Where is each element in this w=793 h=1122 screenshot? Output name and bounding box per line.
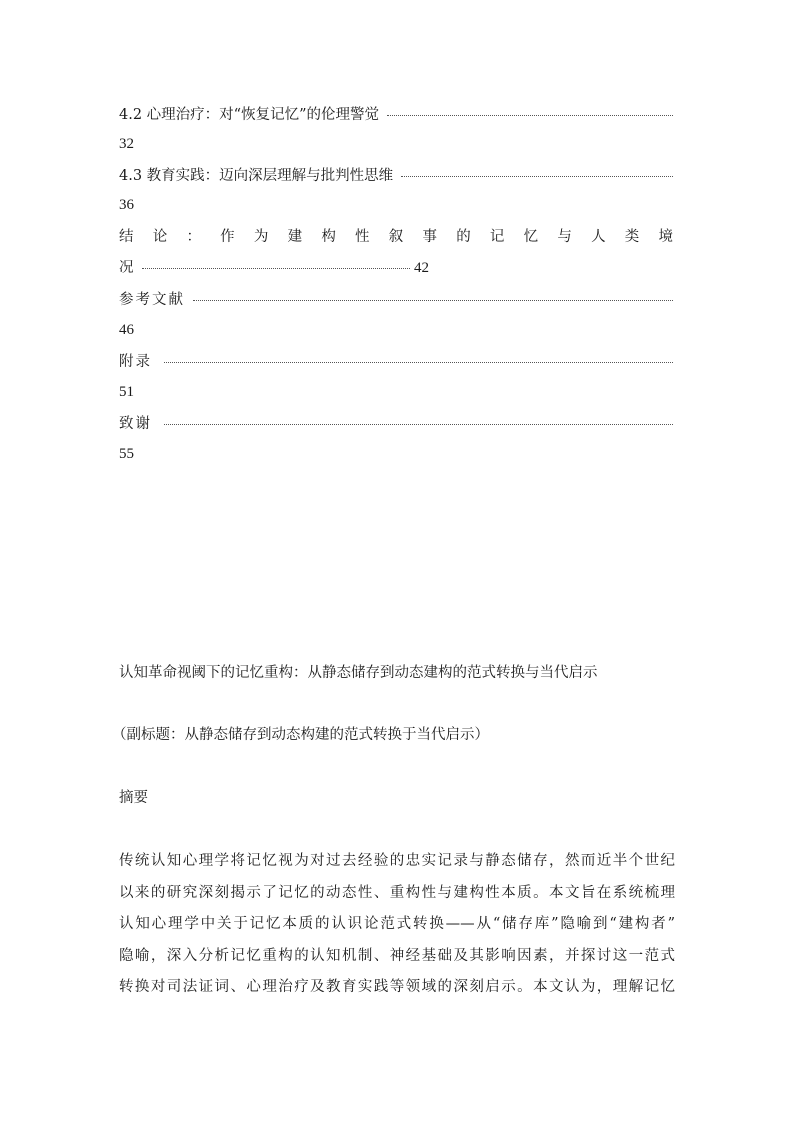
abstract-line: 隐喻，深入分析记忆重构的认知机制、神经基础及其影响因素，并探讨这一范式 <box>119 947 675 964</box>
toc-char: 叙 <box>388 229 404 245</box>
toc-entry-conclusion[interactable] <box>119 227 673 247</box>
toc-dot-leader <box>142 267 411 269</box>
toc-char: 与 <box>557 229 572 245</box>
abstract-body <box>119 846 675 1004</box>
toc-char: 为 <box>253 229 269 245</box>
toc-entry-appendix[interactable] <box>119 352 673 372</box>
toc-label: 附录 <box>119 354 152 370</box>
toc-page-number: 42 <box>414 260 429 276</box>
toc-entry-4-2[interactable] <box>119 105 673 125</box>
toc-dot-leader <box>193 299 673 301</box>
toc-label: 4.2 心理治疗：对“恢复记忆”的伦理警觉 <box>119 107 379 123</box>
document-subtitle: （副标题：从静态储存到动态构建的范式转换于当代启示） <box>112 727 489 743</box>
toc-char: 事 <box>422 229 437 245</box>
abstract-line: 以来的研究深刻揭示了记忆的动态性、重构性与建构性本质。本文旨在系统梳理 <box>119 884 675 901</box>
toc-char: 忆 <box>523 229 539 245</box>
toc-label: 况 <box>119 260 134 276</box>
toc-char: 结 <box>119 229 134 245</box>
toc-label: 参考文献 <box>119 292 185 308</box>
toc-char: 人 <box>591 229 606 245</box>
toc-entry-conclusion-cont[interactable] <box>119 258 429 278</box>
toc-label: 致谢 <box>119 416 152 432</box>
toc-char: 论 <box>152 229 168 245</box>
document-title: 认知革命视阈下的记忆重构：从静态储存到动态建构的范式转换与当代启示 <box>119 665 598 681</box>
toc-page-number: 32 <box>119 136 134 152</box>
toc-label: 4.3 教育实践：迈向深层理解与批判性思维 <box>119 168 394 184</box>
toc-char: 作 <box>220 229 235 245</box>
abstract-line: 传统认知心理学将记忆视为对过去经验的忠实记录与静态储存，然而近半个世纪 <box>119 853 675 869</box>
toc-dot-leader <box>164 423 673 425</box>
toc-page-number: 46 <box>119 322 134 338</box>
toc-dot-leader <box>387 114 673 116</box>
toc-char: 境 <box>658 229 673 245</box>
toc-entry-references[interactable] <box>119 290 673 310</box>
toc-entry-acknowledgements[interactable] <box>119 414 673 434</box>
toc-char: 性 <box>355 229 370 245</box>
abstract-line: 转换对司法证词、心理治疗及教育实践等领域的深刻启示。本文认为，理解记忆 <box>119 979 675 995</box>
toc-char: 的 <box>456 229 471 245</box>
toc-char: 构 <box>321 229 336 245</box>
toc-dot-leader <box>164 361 673 363</box>
toc-page-number: 55 <box>119 446 134 462</box>
toc-char: ： <box>186 229 201 245</box>
abstract-heading: 摘要 <box>119 790 148 806</box>
toc-page-number: 36 <box>119 197 134 213</box>
abstract-line: 认知心理学中关于记忆本质的认识论范式转换——从“储存库”隐喻到“建构者” <box>119 916 675 932</box>
toc-char: 建 <box>287 229 303 245</box>
toc-entry-4-3[interactable] <box>119 166 673 186</box>
toc-page-number: 51 <box>119 384 134 400</box>
toc-char: 记 <box>489 229 505 245</box>
toc-char: 类 <box>624 229 640 245</box>
toc-dot-leader <box>401 175 673 177</box>
